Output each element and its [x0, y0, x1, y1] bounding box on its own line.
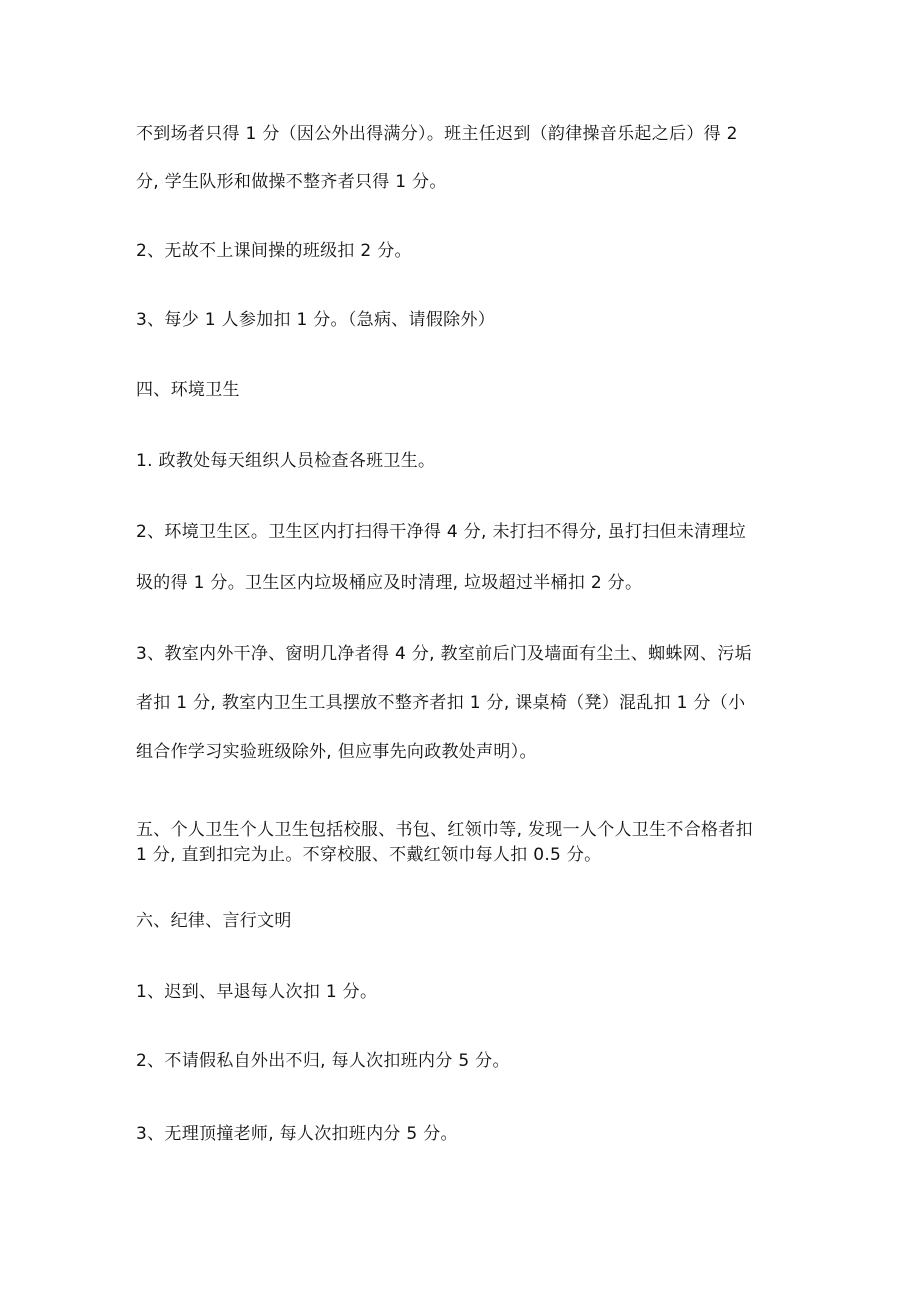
text-line: 3、教室内外干净、窗明几净者得 4 分, 教室前后门及墙面有尘土、蜘蛛网、污垢	[136, 644, 752, 664]
text-line: 不到场者只得 1 分（因公外出得满分）。班主任迟到（韵律操音乐起之后）得 2	[136, 124, 738, 144]
section-heading: 六、纪律、言行文明	[136, 911, 292, 931]
text-line: 2、环境卫生区。卫生区内打扫得干净得 4 分, 未打扫不得分, 虽打扫但未清理垃	[136, 522, 747, 542]
text-line: 2、无故不上课间操的班级扣 2 分。	[136, 241, 412, 261]
text-line: 分, 学生队形和做操不整齐者只得 1 分。	[136, 172, 447, 192]
text-line: 圾的得 1 分。卫生区内垃圾桶应及时清理, 垃圾超过半桶扣 2 分。	[136, 573, 643, 593]
text-line: 1、迟到、早退每人次扣 1 分。	[136, 982, 378, 1002]
section-heading: 五、个人卫生个人卫生包括校服、书包、红领巾等, 发现一人个人卫生不合格者扣	[136, 820, 753, 840]
text-line: 2、不请假私自外出不归, 每人次扣班内分 5 分。	[136, 1051, 510, 1071]
section-heading: 四、环境卫生	[136, 380, 240, 400]
text-line: 1 分, 直到扣完为止。不穿校服、不戴红领巾每人扣 0.5 分。	[136, 845, 602, 865]
text-line: 3、无理顶撞老师, 每人次扣班内分 5 分。	[136, 1124, 458, 1144]
text-line: 1. 政教处每天组织人员检查各班卫生。	[136, 451, 436, 471]
text-line: 组合作学习实验班级除外, 但应事先向政教处声明）。	[136, 742, 537, 762]
text-line: 3、每少 1 人参加扣 1 分。（急病、请假除外）	[136, 310, 496, 330]
text-line: 者扣 1 分, 教室内卫生工具摆放不整齐者扣 1 分, 课桌椅（凳）混乱扣 1 分（小	[136, 693, 746, 713]
